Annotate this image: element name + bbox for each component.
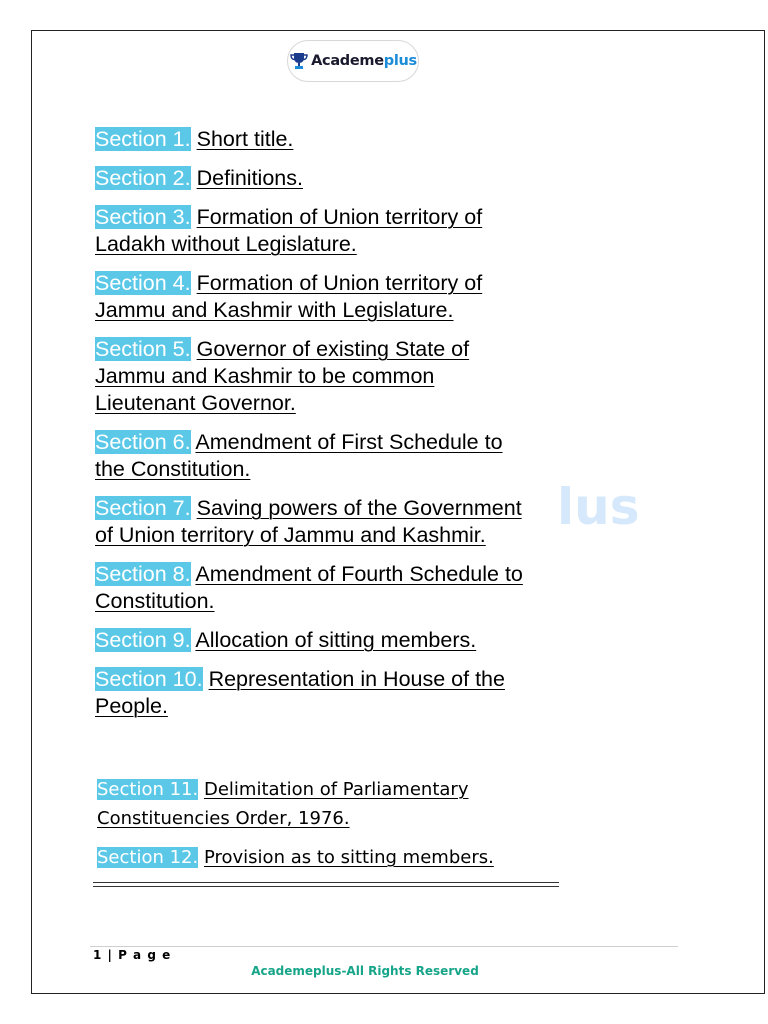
section-title-line: People.	[95, 694, 168, 718]
section-title-line: Jammu and Kashmir with Legislature.	[95, 298, 454, 322]
section-title-line: Delimitation of Parliamentary	[203, 779, 469, 800]
section-title-line: Amendment of Fourth Schedule to	[195, 562, 523, 586]
section-label: Section 5.	[95, 337, 191, 361]
footer-divider	[90, 946, 678, 947]
section-label: Section 12.	[97, 847, 199, 868]
section-title-line: the Constitution.	[95, 457, 251, 481]
logo	[287, 40, 419, 82]
section-label: Section 8.	[95, 562, 191, 586]
section-title-line: Amendment of First Schedule to	[195, 430, 503, 454]
copyright-notice: Academeplus-All Rights Reserved	[251, 964, 479, 978]
toc-item	[95, 336, 575, 417]
toc-item	[95, 270, 575, 324]
section-title-line: Short title.	[196, 127, 294, 151]
section-label: Section 10.	[95, 667, 203, 691]
table-of-contents-continued	[97, 775, 567, 882]
section-title-line: Formation of Union territory of	[196, 205, 483, 229]
toc-item	[95, 204, 575, 258]
logo-text-accent: plus	[383, 53, 417, 69]
section-title-line: Saving powers of the Government	[196, 496, 522, 520]
double-rule-divider	[93, 882, 559, 887]
section-title-line: Jammu and Kashmir to be common	[95, 364, 435, 388]
page-number: 1 | P a g e	[93, 948, 172, 962]
section-title-line: of Union territory of Jammu and Kashmir.	[95, 523, 486, 547]
toc-item	[97, 775, 567, 833]
section-title-line: Allocation of sitting members.	[195, 628, 477, 652]
section-label: Section 9.	[95, 628, 191, 652]
section-title-line: Ladakh without Legislature.	[95, 232, 357, 256]
toc-item	[95, 561, 575, 615]
trophy-icon	[289, 51, 309, 71]
section-title-line: Formation of Union territory of	[196, 271, 483, 295]
toc-item	[95, 126, 575, 153]
section-title-line: Lieutenant Governor.	[95, 391, 296, 415]
toc-item	[95, 495, 575, 549]
section-label: Section 1.	[95, 127, 191, 151]
section-label: Section 4.	[95, 271, 191, 295]
table-of-contents	[95, 126, 575, 732]
toc-item	[95, 627, 575, 654]
section-title-line: Provision as to sitting members.	[203, 847, 494, 868]
watermark: lus	[557, 478, 640, 536]
section-title-line: Definitions.	[196, 166, 303, 190]
section-label: Section 3.	[95, 205, 191, 229]
logo-text-main: Academe	[311, 53, 384, 69]
toc-item	[95, 165, 575, 192]
section-title-line: Representation in House of the	[208, 667, 505, 691]
section-title-line: Constitution.	[95, 589, 215, 613]
toc-item	[95, 666, 575, 720]
section-label: Section 6.	[95, 430, 191, 454]
section-label: Section 7.	[95, 496, 191, 520]
toc-item	[95, 429, 575, 483]
section-label: Section 11.	[97, 779, 199, 800]
section-title-line: Constituencies Order, 1976.	[97, 808, 350, 829]
section-label: Section 2.	[95, 166, 191, 190]
section-title-line: Governor of existing State of	[196, 337, 470, 361]
toc-item	[97, 843, 567, 872]
